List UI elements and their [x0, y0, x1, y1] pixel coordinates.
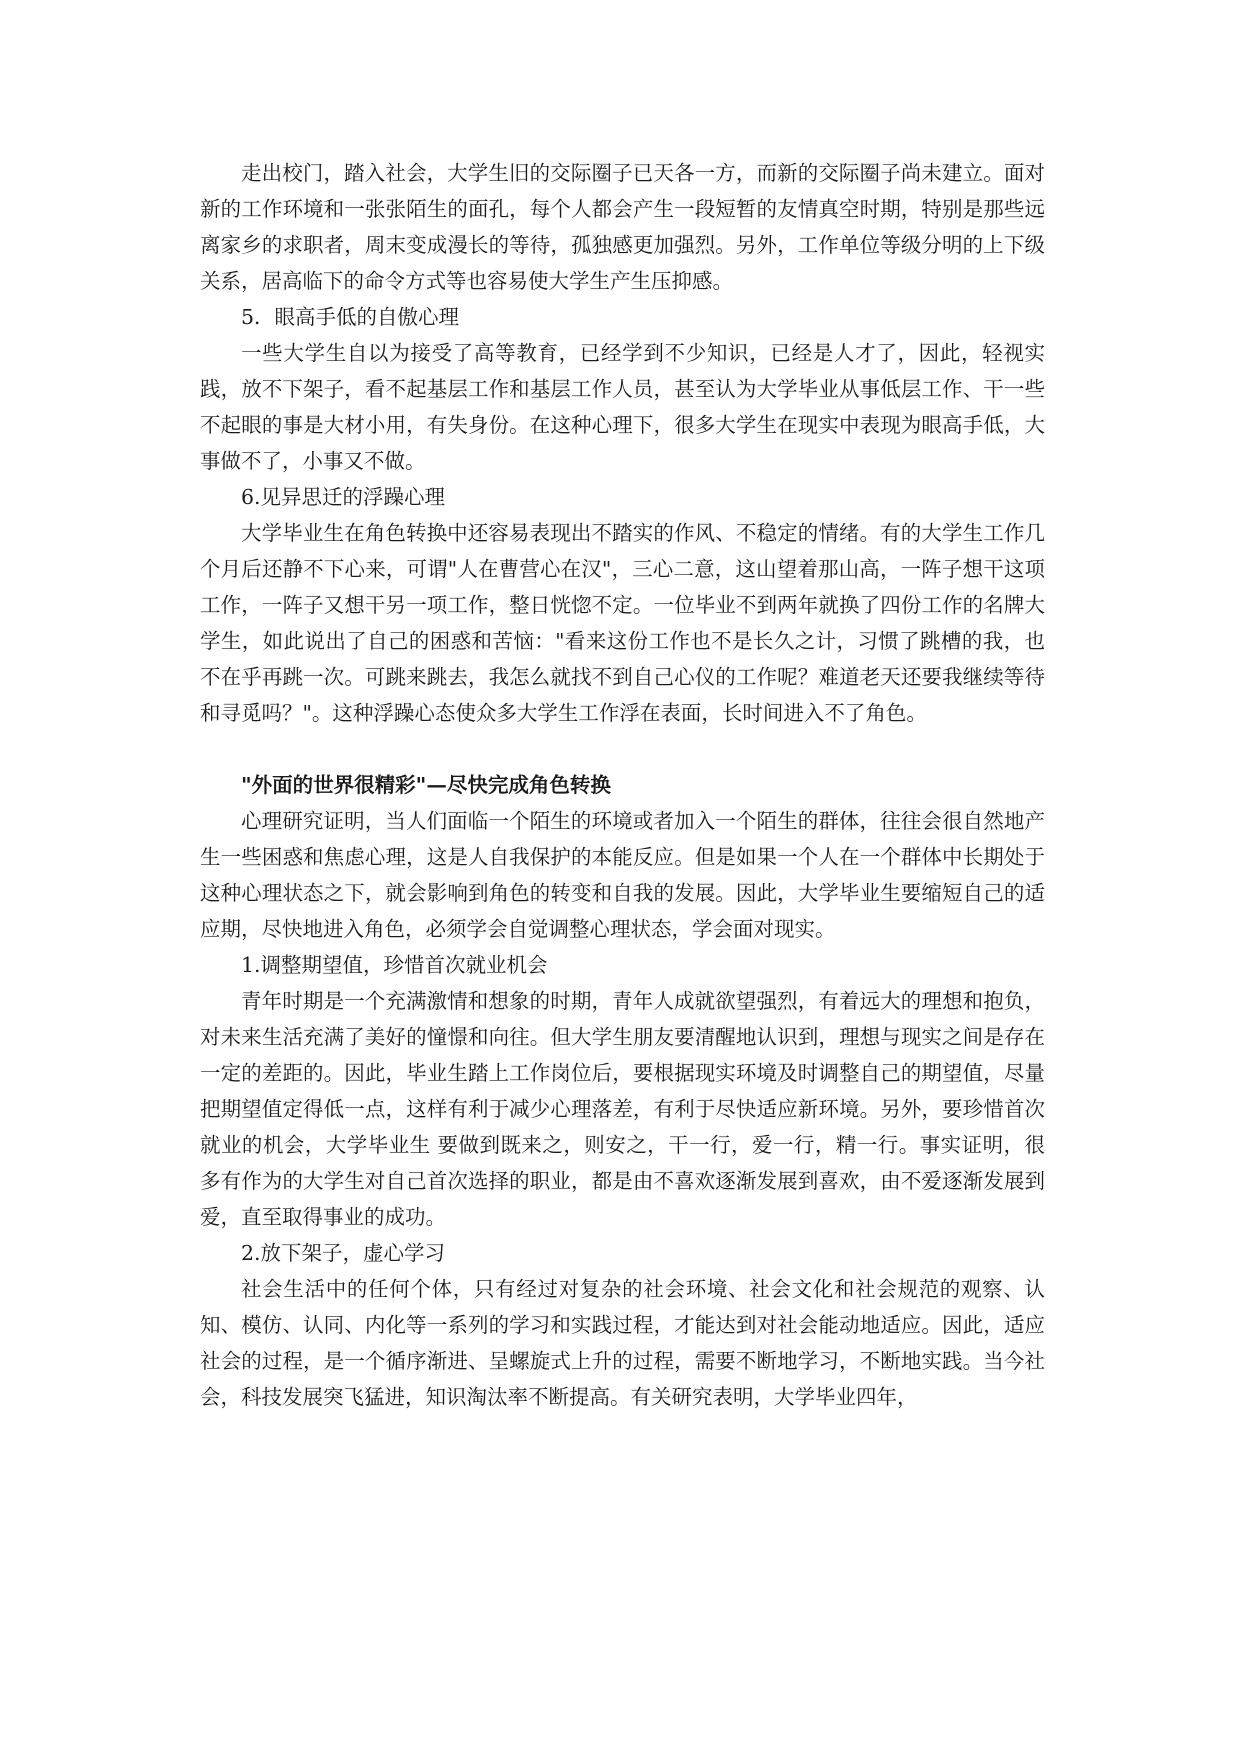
heading-item-1: 1.调整期望值，珍惜首次就业机会 — [241, 953, 548, 977]
heading-item-2: 2.放下架子，虚心学习 — [241, 1241, 446, 1265]
heading-item-6: 6.见异思迁的浮躁心理 — [241, 485, 446, 509]
paragraph-restlessness: 大学毕业生在角色转换中还容易表现出不踏实的作风、不稳定的情绪。有的大学生工作几个月后还静不下心来，可谓"人在曹营心在汉"，三心二意，这山望着那山高，一阵子想干这项工作，一阵子又想干另一项工作，整日恍惚不定。一位毕业不到两年就换了四份工作的名牌大学生，如此说出了自己的困惑和苦恼："看来这份工作也不是长久之计，习惯了跳槽的我，也不在乎再跳一次。可跳来跳去，我怎么就找不到自己心仪的工作呢？难道老天还要我继续等待和寻觅吗？"。这种浮躁心态使众多大学生工作浮在表面，长时间进入不了角色。 — [200, 521, 1045, 725]
heading-item-5: 5．眼高手低的自傲心理 — [241, 305, 460, 329]
section-title: "外面的世界很精彩"—尽快完成角色转换 — [241, 773, 611, 797]
paragraph-expectations: 青年时期是一个充满激情和想象的时期，青年人成就欲望强烈，有着远大的理想和抱负，对未来生活充满了美好的憧憬和向往。但大学生朋友要清醒地认识到，理想与现实之间是存在一定的差距的。因此，毕业生踏上工作岗位后，要根据现实环境及时调整自己的期望值，尽量把期望值定得低一点，这样有利于减少心理落差，有利于尽快适应新环境。另外，要珍惜首次就业的机会，大学毕业生 要做到既来之，则安之，干一行，爱一行，精一行。事实证明，很多有作为的大学生对自己首次选择的职业，都是由不喜欢逐渐发展到喜欢，由不爱逐渐发展到爱，直至取得事业的成功。 — [200, 989, 1045, 1229]
document-page — [200, 155, 1045, 1415]
paragraph-psychology-research: 心理研究证明，当人们面临一个陌生的环境或者加入一个陌生的群体，往往会很自然地产生一些困惑和焦虑心理，这是人自我保护的本能反应。但是如果一个人在一个群体中长期处于这种心理状态之下，就会影响到角色的转变和自我的发展。因此，大学毕业生要缩短自己的适应期，尽快地进入角色，必须学会自觉调整心理状态，学会面对现实。 — [200, 809, 1045, 941]
paragraph-isolation: 走出校门，踏入社会，大学生旧的交际圈子已天各一方，而新的交际圈子尚未建立。面对新的工作环境和一张张陌生的面孔，每个人都会产生一段短暂的友情真空时期，特别是那些远离家乡的求职者，周末变成漫长的等待，孤独感更加强烈。另外，工作单位等级分明的上下级关系，居高临下的命令方式等也容易使大学生产生压抑感。 — [200, 161, 1045, 293]
paragraph-arrogance: 一些大学生自以为接受了高等教育，已经学到不少知识，已经是人才了，因此，轻视实践，放不下架子，看不起基层工作和基层工作人员，甚至认为大学毕业从事低层工作、干一些不起眼的事是大材小用，有失身份。在这种心理下，很多大学生在现实中表现为眼高手低，大事做不了，小事又不做。 — [200, 341, 1045, 473]
paragraph-learning: 社会生活中的任何个体，只有经过对复杂的社会环境、社会文化和社会规范的观察、认知、模仿、认同、内化等一系列的学习和实践过程，才能达到对社会能动地适应。因此，适应社会的过程，是一个循序渐进、呈螺旋式上升的过程，需要不断地学习，不断地实践。当今社会，科技发展突飞猛进，知识淘汰率不断提高。有关研究表明，大学毕业四年， — [200, 1277, 1045, 1409]
